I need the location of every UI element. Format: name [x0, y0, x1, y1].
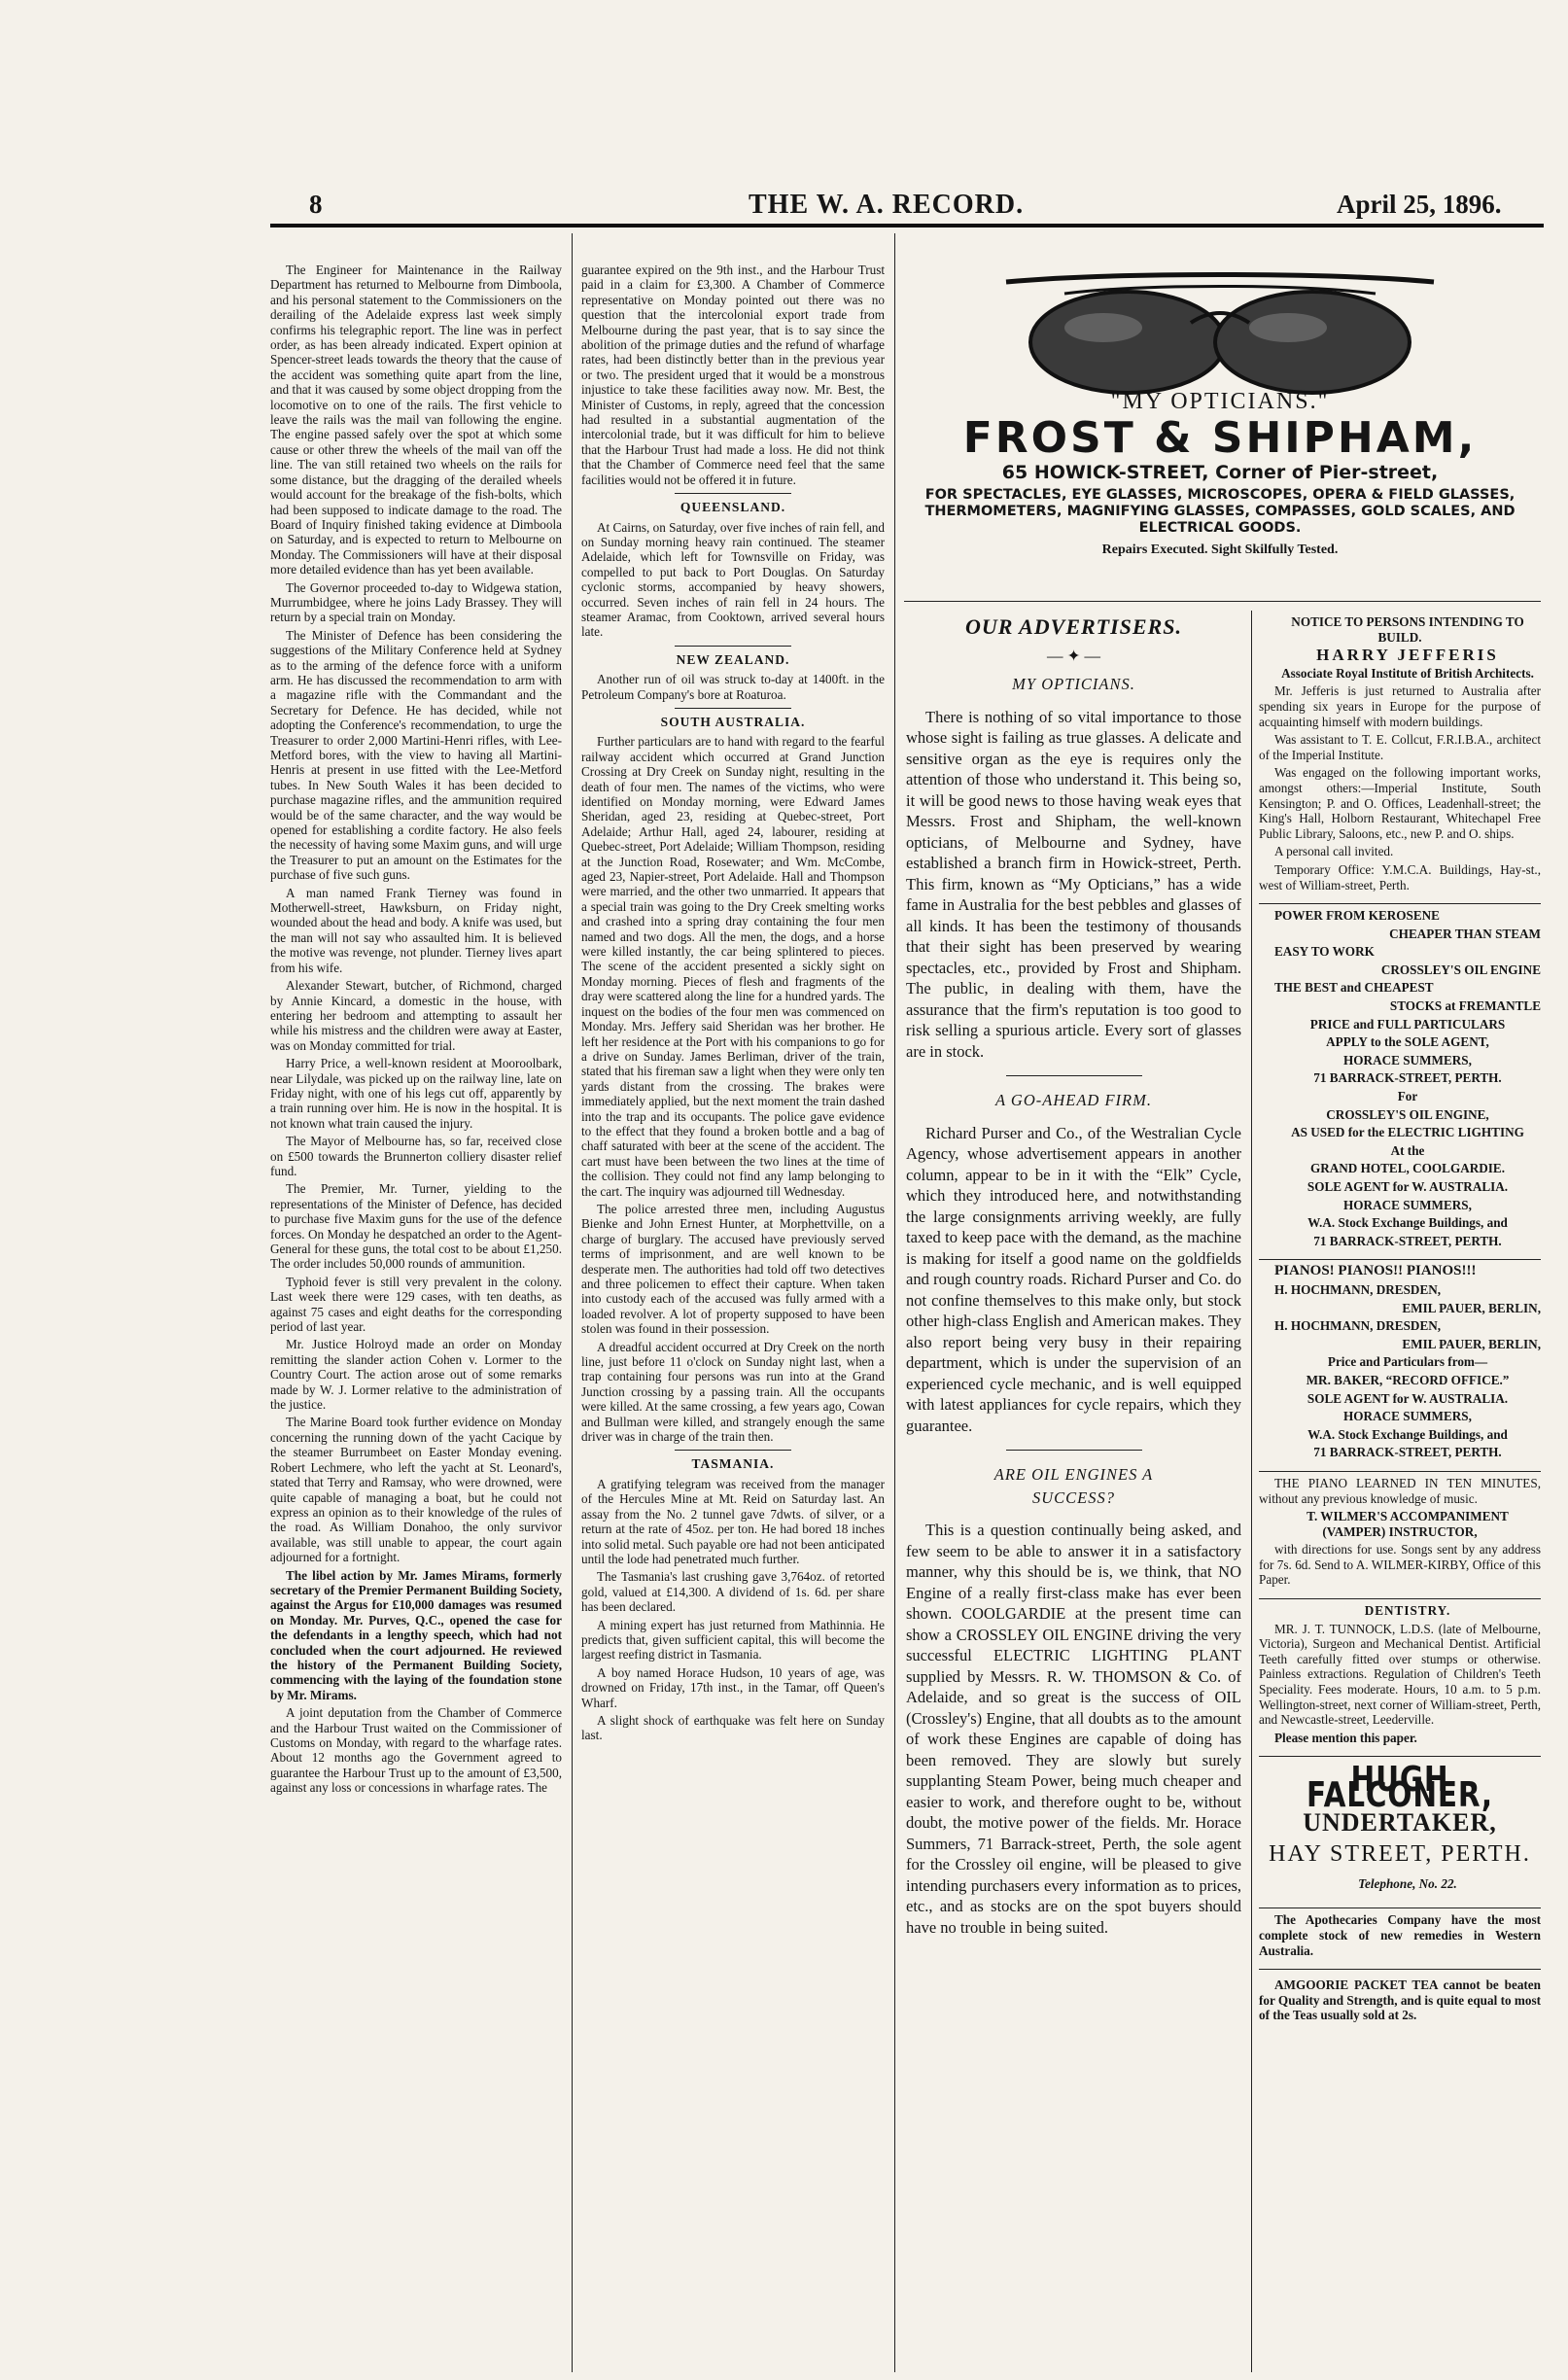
- article-defence: The Minister of Defence has been considering the suggestions of the Military Conference held at Sydney as to the arming of the defence force with a uniform arm. He has discussed the recommendation to arm with a magazine rifle with the Commandant and the Secretary for Defence. He has decided, while not adopting the Conference's recommendation, to urge the Treasurer to order 2,000 Martini-Henri rifles, with Lee-Metford bores, with the view to having all Martini-Henris at present in use fitted with the Lee-Metford tubes. In New South Wales it has been decided to purchase magazine rifles, and the ammunition required would be of the same character, and the way would be opened for establishing a cordite factory. He also feels the necessity of having some Maxim guns, and will urge the Treasurer to put an amount on the Estimates for the purchase of five such guns.: [270, 627, 562, 883]
- ad-line: W.A. Stock Exchange Buildings, and: [1307, 1215, 1508, 1231]
- article-sa-police: The police arrested three men, including Augustus Bienke and John Ernest Hunter, at Morphettville, on a charge of burglary. The accused have previously served terms of imprisonment, and are well known to be desperate men. The authorities had told off two detectives and three policemen to effect their capture. When taken into custody each of the accused was fully armed with a loaded revolver. A lot of property supposed to have been stolen was found in their possession.: [581, 1201, 885, 1337]
- article-divider: [1006, 1075, 1142, 1076]
- article-sa-dry-creek: A dreadful accident occurred at Dry Creek on the north line, just before 11 o'clock on Sunday night last, when a trap containing four persons was run into at the Grand Junction crossing by a passing train. All the occupants were killed. At the same crossing, a few years ago, Cowan and Bullman were killed, and strangely enough the same driver was in charge of the train then.: [581, 1339, 885, 1445]
- article-heading: A GO-AHEAD FIRM.: [995, 1091, 1152, 1109]
- article-sa-accident: Further particulars are to hand with regard to the fearful railway accident which occurred at Grand Junction Crossing at Dry Creek on Sunday night, resulting in the death of four men. The names of the victims, who were identified on Monday morning, were Edward James Sheridan, aged 23, residing at Quebec-street, Port Adelaide; Arthur Hall, aged 24, labourer, residing at Quebec-street, Port Adelaide; William Thompson, residing at the Junction Road, Rosewater; and Wm. McCombe, aged 23, Napier-street, Port Adelaide. Hall and Thompson were married, and the other two unmarried. It appears that a special train was going to the Dry Creek smelting works and crashed into a spring dray containing the four men named and two dogs. All the men, the dogs, and a horse were killed instantly, the car being splintered to pieces. The scene of the accident presented a sickly sight on Monday morning. Pieces of flesh and fragments of the dray were scattered along the line for a hundred yards. The inquest on the bodies of the four men was commenced on Monday. Mrs. Jeffery said Sheridan was her brother. He left her residence at the Port with his companions to go for a drive on Sunday. James Berliman, driver of the train, stated that his fireman saw a light when they were only ten yards distant from the crossing. The brakes were immediately applied, but the next moment the train dashed into the trap and its occupants. The police gave evidence to the effect that they found a broken bottle and a bag of chaff saturated with beer at the scene of the accident. The cart must have been between the two lines at the time of the collision. They could not find any lamp belonging to the cart. The inquiry was adjourned till Wednesday.: [581, 734, 885, 1199]
- ad-line: At the: [1390, 1142, 1425, 1158]
- ad-address: 65 HOWICK-STREET, Corner of Pier-street,: [1001, 462, 1439, 483]
- ad-line: EMIL PAUER, BERLIN,: [1402, 1336, 1541, 1351]
- header-rule: [270, 224, 1544, 228]
- masthead: THE W. A. RECORD.: [749, 190, 1025, 220]
- ad-title: DENTISTRY.: [1364, 1603, 1451, 1619]
- article-governor: The Governor proceeded to-day to Widgewa station, Murrumbidgee, where he joins Lady Brassey. They will return by a special train on Monday.: [270, 579, 562, 625]
- ad-title: NOTICE TO PERSONS INTENDING TO BUILD.: [1291, 614, 1524, 645]
- ad-line: H. HOCHMANN, DRESDEN,: [1274, 1281, 1442, 1297]
- ad-line: SOLE AGENT for W. AUSTRALIA.: [1307, 1179, 1509, 1194]
- article-guarantee: guarantee expired on the 9th inst., and the Harbour Trust paid in a claim for £3,300. A Chamber of Commerce representative on Monday pointed out there was no question that the intercolonial export trade from Melbourne during the past year, that is to say since the abolition of the primage duties and the refund of wharfage rates, had been distinctly better than in the previous year or two. The president urged that it would be a monstrous injustice to take these facilities away now. Mr. Best, the Minister of Customs, in reply, agreed that the concession had resulted in a substantial augmentation of the intercolonial trade, but it was difficult for him to believe that the Harbour Trust had made a loss. He did not think that the Chamber of Commerce need feel that the same facilities would not be offered it in future.: [581, 262, 885, 487]
- frost-shipham-ad: [904, 255, 1536, 605]
- column-divider: [894, 233, 895, 2372]
- article-tas-hercules: A gratifying telegram was received from the manager of the Hercules Mine at Mt. Reid on Saturday last. An assay from the No. 2 tunnel gave 7dwts. of silver, or a return at the rate of 45oz. per ton. He had bored 18 inches into solid metal. Such payable ore had not been anticipated until the lode had penetrated much further.: [581, 1476, 885, 1566]
- ad-text: T. WILMER'S ACCOMPANIMENT (VAMPER) INSTRUCTOR,: [1307, 1509, 1509, 1539]
- column-heading: OUR ADVERTISERS.: [964, 614, 1183, 639]
- article-marine-board: The Marine Board took further evidence on Monday concerning the running down of the yacht Cacique by the steamer Burrumbeet on Easter Monday evening. Robert Lechmere, who left the yacht at St. Leonard's, stated that Terry and Ramsay, who were drowned, were quite capable of managing a boat, but he could not express an opinion as to their knowledge of the rules of the road. As William Donahoo, the only survivor available, was still unable to appear, the court again adjourned for a fortnight.: [270, 1415, 562, 1565]
- ad-line: 71 BARRACK-STREET, PERTH.: [1313, 1233, 1502, 1248]
- news-column-2: [581, 262, 885, 2372]
- article-deputation: A joint deputation from the Chamber of Commerce and the Harbour Trust waited on the Commissioner of Customs on Monday, with regard to the wharfage rates. About 12 months ago the Government agreed to guarantee the Harbour Trust up to the amount of £3,500, against any loss or concessions in wharfage rates. The: [270, 1705, 562, 1796]
- ad-line: Price and Particulars from—: [1327, 1354, 1488, 1370]
- article-price: Harry Price, a well-known resident at Mooroolbark, near Lilydale, was picked up on the railway line, late on Friday night, with one of his legs cut off, apparently by a train running over him. He is now in the hospital. It is not known what train caused the injury.: [270, 1056, 562, 1131]
- ad-text: with directions for use. Songs sent by any address for 7s. 6d. Send to A. WILMER-KIRBY, Office of this Paper.: [1259, 1542, 1541, 1588]
- ad-line: HORACE SUMMERS,: [1343, 1197, 1472, 1212]
- ad-address: HAY STREET, PERTH.: [1269, 1841, 1531, 1868]
- ad-line: APPLY to the SOLE AGENT,: [1326, 1034, 1489, 1050]
- ad-text: THE PIANO LEARNED IN TEN MINUTES, without any previous knowledge of music.: [1259, 1475, 1541, 1506]
- ad-name: HUGH FALCONER,: [1307, 1760, 1493, 1815]
- ad-line: GRAND HOTEL, COOLGARDIE.: [1309, 1161, 1506, 1176]
- ad-line: H. HOCHMANN, DRESDEN,: [1274, 1318, 1442, 1334]
- article-libel: The libel action by Mr. James Mirams, formerly secretary of the Premier Permanent Building Society, against the Argus for £10,000 damages was resumed on Monday. Mr. Purves, Q.C., opened the case for the defendants in a lengthy speech, which had not concluded when the court adjourned. He reviewed the history of the Permanent Building Society, commencing with the laying of the foundation stone by Mr. Mirams.: [270, 1567, 562, 1702]
- ad-line: 71 BARRACK-STREET, PERTH.: [1313, 1445, 1502, 1460]
- ad-trade: UNDERTAKER,: [1303, 1807, 1497, 1837]
- ad-line: SOLE AGENT for W. AUSTRALIA.: [1307, 1390, 1509, 1406]
- column-divider: [572, 233, 573, 2372]
- ad-line: STOCKS at FREMANTLE: [1389, 998, 1541, 1014]
- ad-line: For: [1397, 1089, 1418, 1104]
- ad-line: EMIL PAUER, BERLIN,: [1402, 1300, 1541, 1315]
- ad-repairs: Repairs Executed. Sight Skilfully Tested.: [1101, 542, 1339, 557]
- ad-text: Please mention this paper.: [1274, 1730, 1417, 1745]
- article-tas-hudson: A boy named Horace Hudson, 10 years of age, was drowned on Friday, 17th inst., in the Tamar, off Queen's Wharf.: [581, 1664, 885, 1710]
- ad-firm-name: FROST & SHIPHAM,: [962, 413, 1478, 463]
- article-heading: ARE OIL ENGINES A: [993, 1465, 1154, 1484]
- article-premier: The Premier, Mr. Turner, yielding to the representations of the Minister of Defence, has decided to purchase five Maxim guns for the use of the defence forces. On Monday he despatched an order to the Agent-General for these guns, the total cost to be about £1,250. The order includes 50,000 rounds of ammunition.: [270, 1181, 562, 1272]
- apothecaries-ad: [1259, 1908, 1541, 1970]
- ad-line: CROSSLEY'S OIL ENGINE: [1380, 962, 1541, 977]
- ad-products: FOR SPECTACLES, EYE GLASSES, MICROSCOPES, OPERA & FIELD GLASSES, THERMOMETERS, MAGNIFYING GLASSES, COMPASSES, GOLD SCALES, AND ELECTRICAL GOODS.: [924, 487, 1516, 536]
- article-holroyd: Mr. Justice Holroyd made an order on Monday remitting the slander action Cohen v. Lormer to the Country Court. The action arose out of some remarks made by W. J. Lormer relative to the administration of the justice.: [270, 1337, 562, 1413]
- ad-line: CROSSLEY'S OIL ENGINE,: [1326, 1106, 1489, 1122]
- pianos-ad: [1259, 1260, 1541, 1472]
- ad-line: CHEAPER THAN STEAM: [1389, 926, 1541, 941]
- ad-line: AS USED for the ELECTRIC LIGHTING: [1291, 1125, 1524, 1140]
- crossley-ad: [1259, 904, 1541, 1260]
- ad-line: HORACE SUMMERS,: [1343, 1052, 1472, 1068]
- ad-text: Was assistant to T. E. Collcut, F.R.I.B.A., architect of the Imperial Institute.: [1259, 732, 1541, 762]
- article-queensland: At Cairns, on Saturday, over five inches of rain fell, and on Sunday morning heavy rain continued. The steamer Adelaide, which left for Townsville on Friday, was compelled to put back to Port Douglas. On Saturday cyclonic storms, accompanied by heavy showers, occurred. Seven inches of rain fell in 24 hours. The steamer Aramac, from Cooktown, arrived several hours late.: [581, 519, 885, 640]
- section-heading: SOUTH AUSTRALIA.: [581, 708, 885, 729]
- ad-line: W.A. Stock Exchange Buildings, and: [1307, 1426, 1508, 1442]
- article-tas-mathinnia: A mining expert has just returned from Mathinnia. He predicts that, given sufficient capital, this will become the largest reefing district in Tasmania.: [581, 1617, 885, 1662]
- article-heading: MY OPTICIANS.: [1012, 675, 1135, 693]
- article-go-ahead: Richard Purser and Co., of the Westralian Cycle Agency, whose advertisement appears in another column, appear to be in it with the “Elk” Cycle, which they introduced here, and notwithstanding the large consignments arriving weekly, are fully taxed to keep pace with the demand, as the machine is making for itself a good name on the goldfields and rough country roads. Richard Purser and Co. do not confine themselves to this make only, but stock other high-class English and American makes. They also report being very busy in their repairing department, which is under the supervision of an experienced cycle mechanic, and is well equipped with latest appliances for cycle repairs, which they guarantee.: [906, 1123, 1241, 1435]
- ad-line: EASY TO WORK: [1274, 944, 1375, 960]
- ad-telephone: Telephone, No. 22.: [1358, 1875, 1457, 1891]
- ad-line: POWER FROM KEROSENE: [1274, 908, 1440, 924]
- ad-text: The Apothecaries Company have the most complete stock of new remedies in Western Australia.: [1259, 1912, 1541, 1958]
- article-opticians: There is nothing of so vital importance to those whose sight is failing as true glasses. A delicate and sensitive organ as the eye is requires only the attention of those who understand it. This being so, it will be good news to those having weak eyes that Messrs. Frost and Shipham, the well-known opticians, of Melbourne and Sydney, have established a branch firm in Howick-street, Perth. This firm, known as “My Opticians,” has a wide fame in Australia for the best pebbles and glasses of all kinds. It has been the testimony of thousands that their sight has been preserved by wearing spectacles, etc., provided by Frost and Shipham. The public, in dealing with them, have the assurance that the firm's reputation is too good to risk selling a spurious article. Every sort of glasses are in stock.: [906, 707, 1241, 1061]
- ad-text: MR. J. T. TUNNOCK, L.D.S. (late of Melbourne, Victoria), Surgeon and Mechanical Dentist. Artificial Teeth carefully fitted over stumps or otherwise. Painless extractions. Regulation of Children's Teeth Speciality. Fees moderate. Hours, 10 a.m. to 5 p.m. Wellington-street, next corner of William-street, Perth, and Newcastle-street, Leederville.: [1259, 1621, 1541, 1728]
- article-typhoid: Typhoid fever is still very prevalent in the colony. Last week there were 129 cases, with ten deaths, as against 75 cases and eight deaths for the corresponding period of last year.: [270, 1274, 562, 1335]
- ad-subtitle: Associate Royal Institute of British Architects.: [1281, 665, 1534, 681]
- section-heading: NEW ZEALAND.: [581, 646, 885, 667]
- piano-lessons-ad: [1259, 1472, 1541, 1599]
- ad-line: PRICE and FULL PARTICULARS: [1309, 1016, 1506, 1032]
- article-stewart: Alexander Stewart, butcher, of Richmond, charged by Annie Kincard, a domestic in the house, with entering her bedroom and attempting to assault her while his mistress and the children were away at Easter, was on Monday committed for trial.: [270, 978, 562, 1053]
- article-tas-crushing: The Tasmania's last crushing gave 3,764oz. of retorted gold, valued at £14,300. A dividend of 1s. 6d. per share has been declared.: [581, 1569, 885, 1615]
- section-heading: TASMANIA.: [581, 1450, 885, 1471]
- ad-line: PIANOS! PIANOS!! PIANOS!!!: [1274, 1263, 1477, 1279]
- ad-text: Temporary Office: Y.M.C.A. Buildings, Hay-st., west of William-street, Perth.: [1259, 861, 1541, 892]
- article-divider: [1006, 1450, 1142, 1451]
- tea-ad: [1259, 1970, 1541, 2034]
- article-new-zealand: Another run of oil was struck to-day at 1400ft. in the Petroleum Company's bore at Roaturoa.: [581, 672, 885, 702]
- ad-text: Was engaged on the following important works, amongst others:—Imperial Institute, South Kensington; P. and O. Offices, Leadenhall-street; the King's Hall, Holborn Restaurant, Whitechapel Free Public Library, Saloons, etc., new P. and O. ships.: [1259, 765, 1541, 841]
- ad-name: HARRY JEFFERIS: [1316, 646, 1499, 665]
- article-engineer: The Engineer for Maintenance in the Railway Department has returned to Melbourne from Dimboola, and his personal statement to the Commissioners on the derailing of the Adelaide express last week simply confirms his telegraphic report. The line was in perfect order, as has been already indicated. Expert opinion at Spencer-street leads towards the theory that the cause of the accident was something quite apart from the line, and that it was caused by some object dropping from the locomotive on to one of the rails. The first vehicle to leave the rails was the mail van following the engine. The engine passed safely over the spot at which some cause or other threw the wheels of the mail van off the line. The van still retained two wheels on the rails for some distance, but the dragging of the derailed wheels would account for the breakage of the fish-bolts, which had been supposed to indicate damage to the road. The Board of Inquiry finished taking evidence at Dimboola on Saturday, and is expected to return to Melbourne on Monday. The Commissioners will have at their disposal more detailed evidence than has yet been available.: [270, 262, 562, 578]
- ad-rule: [904, 601, 1541, 602]
- ad-text: AMGOORIE PACKET TEA cannot be beaten for Quality and Strength, and is quite equal to most of the Teas usually sold at 2s.: [1259, 1978, 1541, 2023]
- ad-line: 71 BARRACK-STREET, PERTH.: [1313, 1070, 1502, 1086]
- falconer-ad: [1259, 1757, 1541, 1908]
- ad-text: Mr. Jefferis is just returned to Australia after spending six years in Europe for the purpose of acquainting himself with modern buildings.: [1259, 683, 1541, 729]
- ad-line: HORACE SUMMERS,: [1343, 1409, 1472, 1424]
- article-mayor: The Mayor of Melbourne has, so far, received close on £500 towards the Brunnerton colliery disaster relief fund.: [270, 1134, 562, 1178]
- ad-line: THE BEST and CHEAPEST: [1274, 980, 1434, 996]
- page-header: [0, 190, 1568, 228]
- article-tas-earthquake: A slight shock of earthquake was felt here on Sunday last.: [581, 1712, 885, 1743]
- ornament-divider: — ✦ —: [1046, 646, 1101, 665]
- page-number: 8: [309, 190, 323, 219]
- classified-column: [1259, 611, 1541, 2380]
- spectacles-illustration: [996, 264, 1444, 401]
- ad-line: MR. BAKER, “RECORD OFFICE.”: [1306, 1372, 1510, 1387]
- column-divider: [1251, 611, 1252, 2372]
- jefferis-ad: [1259, 611, 1541, 904]
- issue-date: April 25, 1896.: [1337, 190, 1502, 219]
- ad-tagline: "MY OPTICIANS.": [1110, 389, 1330, 414]
- news-column-1: [270, 262, 562, 2372]
- article-oil-engines: This is a question continually being asked, and few seem to be able to answer it in a satisfactory manner, why this should be is, we think, that NO Engine of a really first-class make has ever been shown. COOLGARDIE at the present time can show a CROSSLEY OIL ENGINE driving the very successful ELECTRIC LIGHTING PLANT supplied by Messrs. R. W. THOMSON & Co. of Adelaide, and so great is the success of OIL (Crossley's) Engine, that all doubts as to the amount of work these Engines are capable of doing has been removed. They are slowly but surely supplanting Steam Power, being much cheaper and easier to work, and therefore ought to be, without doubt, the motive power of the fields. Mr. Horace Summers, 71 Barrack-street, Perth, the sole agent for the Crossley oil engine, will be pleased to give intending purchasers every information as to prices, etc., and as stocks are on the spot buyers should have no trouble in being suited.: [906, 1521, 1241, 1937]
- ad-text: A personal call invited.: [1274, 844, 1394, 859]
- advertisers-column: [906, 611, 1241, 2380]
- article-heading-line-2: SUCCESS?: [1031, 1488, 1115, 1507]
- article-tierney: A man named Frank Tierney was found in Motherwell-street, Hawksburn, on Friday night, wounded about the head and body. A knife was used, but the man will not say who assaulted him. It is believed the motive was revenge, not plunder. Tierney lives apart from his wife.: [270, 885, 562, 975]
- dentistry-ad: [1259, 1599, 1541, 1757]
- section-heading: QUEENSLAND.: [581, 493, 885, 514]
